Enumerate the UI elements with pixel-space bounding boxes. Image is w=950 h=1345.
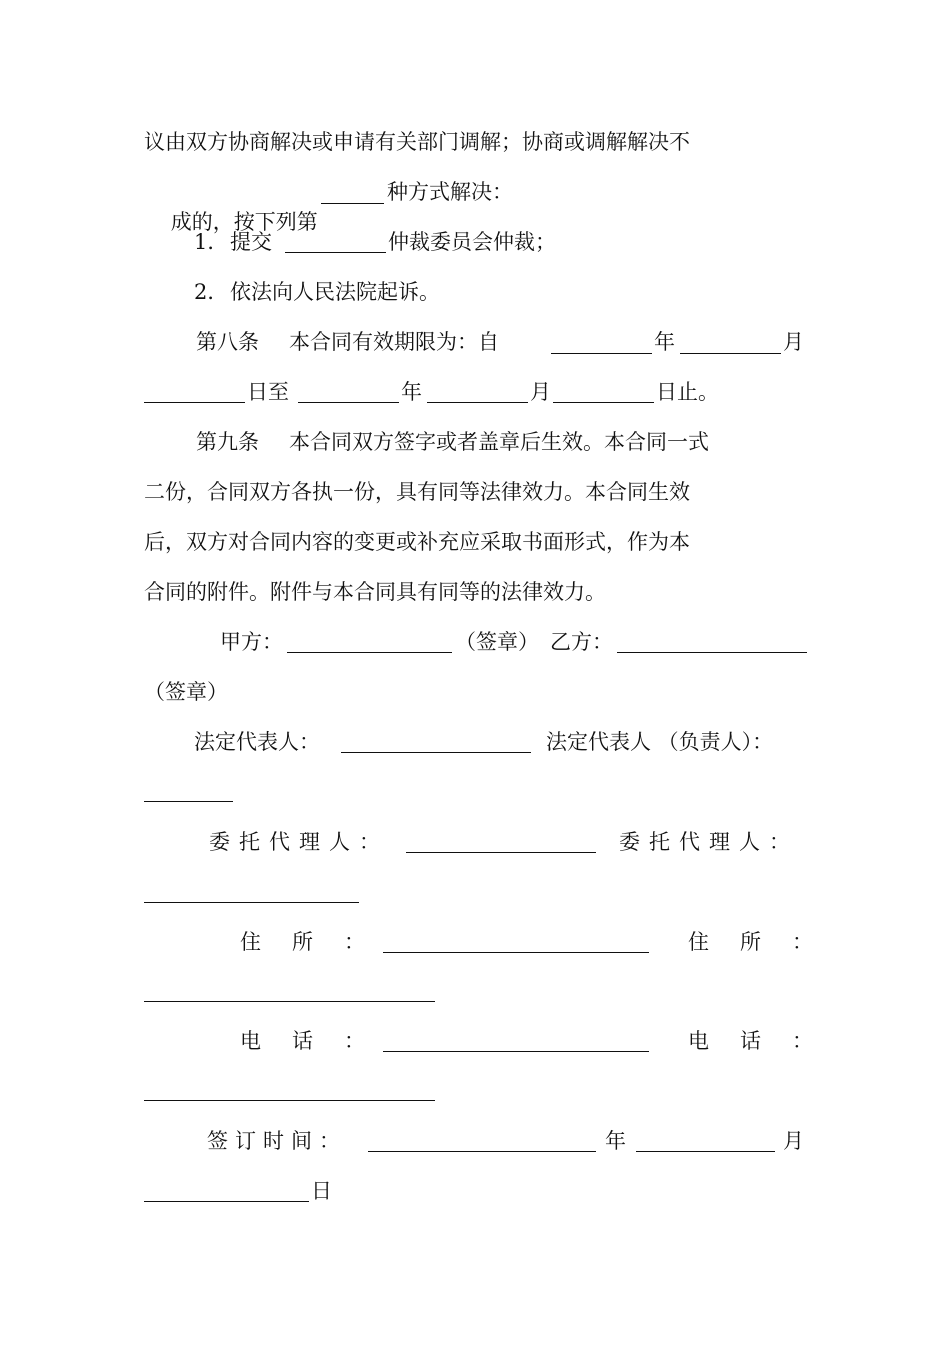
option-2-number: 2．	[194, 280, 229, 304]
end-day-blank[interactable]	[553, 402, 654, 403]
option-1-number: 1．	[194, 230, 229, 254]
article-8-text: 本合同有效期限为：自	[289, 330, 499, 354]
party-b-blank[interactable]	[617, 652, 807, 653]
phone-a-blank[interactable]	[383, 1051, 649, 1052]
method-number-blank[interactable]	[321, 203, 384, 204]
option-1-suffix: 仲裁委员会仲裁；	[388, 230, 556, 254]
arbitration-commission-blank[interactable]	[285, 252, 386, 253]
dispute-line-1: 议由双方协商解决或申请有关部门调解；协商或调解解决不	[144, 130, 690, 154]
address-b-blank[interactable]	[144, 1001, 435, 1002]
party-a-seal: （签章）	[455, 630, 539, 654]
article-9-label: 第九条	[196, 430, 259, 454]
party-b-label: 乙方：	[550, 630, 613, 654]
agent-b-blank[interactable]	[144, 902, 359, 903]
article-9-line-1: 本合同双方签字或者盖章后生效。本合同一式	[289, 430, 709, 454]
sign-year-label: 年	[605, 1129, 626, 1153]
address-a-blank[interactable]	[383, 952, 649, 953]
sign-month-label: 月	[783, 1129, 804, 1153]
dispute-line-2	[144, 177, 325, 234]
sign-date-label: 签订时间：	[207, 1129, 347, 1153]
end-year-blank[interactable]	[298, 402, 399, 403]
article-8-label: 第八条	[196, 330, 259, 354]
start-year-blank[interactable]	[551, 353, 652, 354]
sign-month-blank[interactable]	[636, 1151, 775, 1152]
party-b-seal: （签章）	[144, 680, 228, 704]
phone-b-blank[interactable]	[144, 1100, 435, 1101]
sign-day-blank[interactable]	[144, 1201, 309, 1202]
article-8-year-2: 年	[401, 380, 422, 404]
party-a-label: 甲方：	[220, 630, 283, 654]
dispute-line-2-suffix: 种方式解决：	[387, 180, 513, 204]
dispute-line-2-prefix: 成的，按下列第	[170, 210, 325, 234]
legal-rep-b-label: 法定代表人 （负责人）：	[546, 730, 774, 754]
legal-rep-a-blank[interactable]	[341, 752, 531, 753]
article-8-day-end: 日止。	[656, 380, 719, 404]
article-9-line-2: 二份，合同双方各执一份，具有同等法律效力。本合同生效	[144, 480, 690, 504]
start-month-blank[interactable]	[680, 353, 781, 354]
article-9-line-4: 合同的附件。附件与本合同具有同等的法律效力。	[144, 580, 606, 604]
address-a-label: 住 所 ：	[240, 930, 370, 954]
end-month-blank[interactable]	[427, 402, 528, 403]
article-8-month-2: 月	[530, 380, 551, 404]
start-day-blank[interactable]	[144, 402, 245, 403]
option-1-prefix: 提交	[230, 230, 279, 254]
phone-a-label: 电 话 ：	[240, 1029, 370, 1053]
party-a-blank[interactable]	[287, 652, 452, 653]
phone-b-label: 电 话 ：	[688, 1029, 818, 1053]
sign-year-blank[interactable]	[368, 1151, 596, 1152]
agent-a-blank[interactable]	[406, 852, 596, 853]
legal-rep-a-label: 法定代表人：	[194, 730, 320, 754]
legal-rep-b-blank[interactable]	[144, 801, 233, 802]
article-8-day-to: 日至	[247, 380, 289, 404]
address-b-label: 住 所 ：	[688, 930, 818, 954]
option-2-text: 依法向人民法院起诉。	[230, 280, 440, 304]
agent-a-label: 委托代理人：	[209, 830, 389, 854]
article-8-year: 年	[654, 330, 675, 354]
article-8-month: 月	[783, 330, 804, 354]
sign-day-label: 日	[311, 1179, 332, 1203]
article-9-line-3: 后，双方对合同内容的变更或补充应采取书面形式，作为本	[144, 530, 690, 554]
agent-b-label: 委托代理人：	[619, 830, 799, 854]
